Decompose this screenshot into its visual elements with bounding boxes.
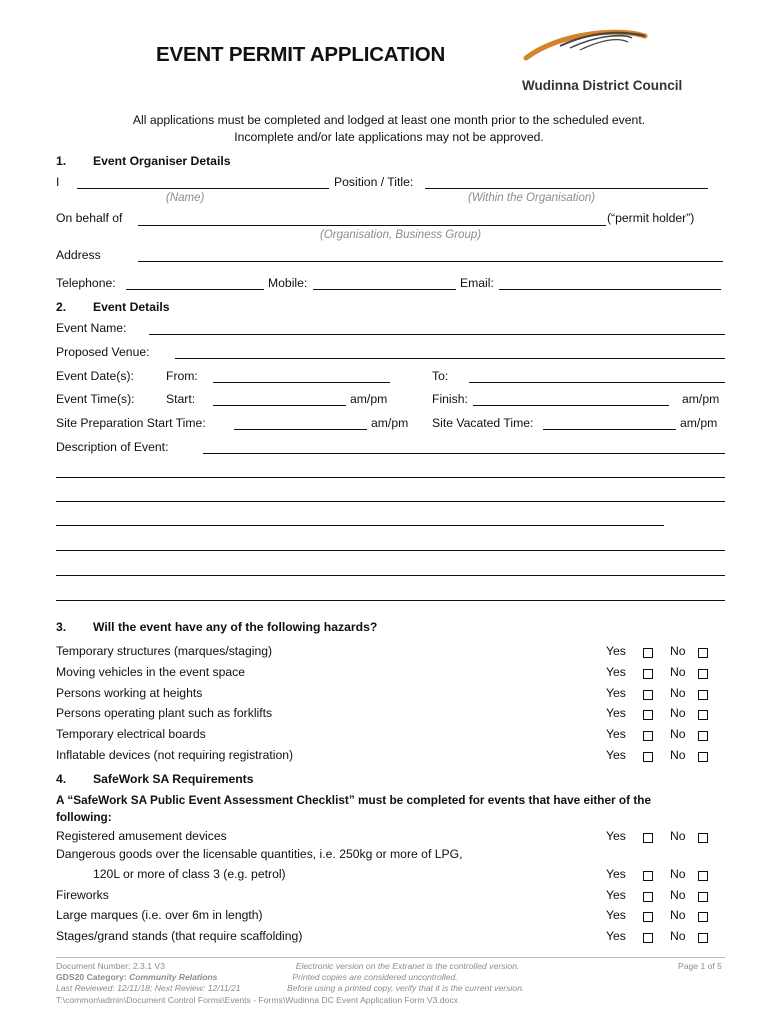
footer-page-number: Page 1 of 5 — [678, 961, 722, 971]
hazard-yes-label: Yes — [606, 727, 626, 741]
intro-line-1: All applications must be completed and lodged at least one month prior to the scheduled event. — [132, 113, 646, 127]
footer-controlled-2: Printed copies are considered uncontrolled. — [292, 972, 458, 982]
safework-yes-checkbox[interactable] — [643, 833, 653, 843]
footer-category-label: GDS20 Category: — [56, 972, 130, 982]
telephone-label: Telephone: — [56, 276, 116, 290]
hazard-no-label: No — [670, 644, 686, 658]
hazard-item-label: Inflatable devices (not requiring registration) — [56, 748, 294, 762]
hazard-no-label: No — [670, 686, 686, 700]
on-behalf-label: On behalf of — [56, 211, 123, 225]
hazard-no-checkbox[interactable] — [698, 648, 708, 658]
event-dates-label: Event Date(s): — [56, 369, 134, 383]
safework-no-checkbox[interactable] — [698, 912, 708, 922]
safework-note-line-1: A “SafeWork SA Public Event Assessment Checklist” must be completed for events that have either of the — [56, 793, 652, 807]
hazard-no-label: No — [670, 727, 686, 741]
venue-label: Proposed Venue: — [56, 345, 150, 359]
safework-no-checkbox[interactable] — [698, 833, 708, 843]
telephone-field[interactable] — [126, 289, 264, 290]
footer-controlled-3: Before using a printed copy, verify that it is the current version. — [287, 983, 525, 993]
site-prep-ampm: am/pm — [371, 416, 409, 430]
position-field[interactable] — [425, 188, 708, 189]
hazard-yes-checkbox[interactable] — [643, 731, 653, 741]
hazard-no-label: No — [670, 706, 686, 720]
date-to-field[interactable] — [469, 382, 725, 383]
position-label: Position / Title: — [334, 175, 414, 189]
safework-yes-checkbox[interactable] — [643, 933, 653, 943]
description-line[interactable] — [56, 477, 725, 478]
footer-category-value: Community Relations — [129, 972, 218, 982]
safework-note-line-2: following: — [56, 810, 112, 824]
logo-text: Wudinna District Council — [522, 78, 683, 93]
large-marques-label: Large marques (i.e. over 6m in length) — [56, 908, 263, 922]
safework-yes-label: Yes — [606, 867, 626, 881]
hazard-yes-checkbox[interactable] — [643, 669, 653, 679]
safework-no-label: No — [670, 929, 686, 943]
footer-divider — [56, 957, 725, 958]
venue-field[interactable] — [175, 358, 725, 359]
safework-no-checkbox[interactable] — [698, 871, 708, 881]
site-prep-field[interactable] — [234, 429, 367, 430]
hazard-item-label: Temporary structures (marques/staging) — [56, 644, 273, 658]
finish-time-field[interactable] — [473, 405, 669, 406]
section-1-number: 1. — [56, 154, 67, 168]
section-2-number: 2. — [56, 300, 67, 314]
stages-label: Stages/grand stands (that require scaffolding) — [56, 929, 303, 943]
description-line[interactable] — [56, 600, 725, 601]
hazard-yes-checkbox[interactable] — [643, 710, 653, 720]
dangerous-goods-label-1: Dangerous goods over the licensable quantities, i.e. 250kg or more of LPG, — [56, 847, 463, 861]
event-name-field[interactable] — [149, 334, 725, 335]
hazard-no-checkbox[interactable] — [698, 731, 708, 741]
footer-controlled-1: Electronic version on the Extranet is the controlled version. — [295, 961, 520, 971]
amusement-devices-label: Registered amusement devices — [56, 829, 227, 843]
hazard-no-checkbox[interactable] — [698, 690, 708, 700]
email-field[interactable] — [499, 289, 721, 290]
dangerous-goods-label-2: 120L or more of class 3 (e.g. petrol) — [93, 867, 286, 881]
site-prep-label: Site Preparation Start Time: — [56, 416, 206, 430]
mobile-label: Mobile: — [268, 276, 308, 290]
safework-no-label: No — [670, 867, 686, 881]
event-name-label: Event Name: — [56, 321, 127, 335]
hazard-no-label: No — [670, 748, 686, 762]
finish-label: Finish: — [432, 392, 468, 406]
hazard-no-checkbox[interactable] — [698, 669, 708, 679]
safework-yes-label: Yes — [606, 829, 626, 843]
safework-no-label: No — [670, 908, 686, 922]
safework-yes-checkbox[interactable] — [643, 892, 653, 902]
safework-yes-checkbox[interactable] — [643, 871, 653, 881]
section-1-heading: Event Organiser Details — [93, 154, 231, 168]
section-3-number: 3. — [56, 620, 67, 634]
section-3-heading: Will the event have any of the following hazards? — [93, 620, 378, 634]
address-field[interactable] — [138, 261, 723, 262]
safework-yes-label: Yes — [606, 908, 626, 922]
within-organisation-hint: (Within the Organisation) — [468, 192, 596, 204]
i-label: I — [56, 175, 60, 189]
section-4-number: 4. — [56, 772, 67, 786]
hazard-yes-label: Yes — [606, 686, 626, 700]
footer-doc-number: Document Number: 2.3.1 V3 — [56, 961, 165, 971]
description-line[interactable] — [56, 550, 725, 551]
hazard-item-label: Moving vehicles in the event space — [56, 665, 246, 679]
description-field[interactable] — [203, 453, 725, 454]
hazard-yes-checkbox[interactable] — [643, 690, 653, 700]
name-hint: (Name) — [166, 192, 205, 204]
email-label: Email: — [460, 276, 494, 290]
hazard-yes-label: Yes — [606, 644, 626, 658]
to-label: To: — [432, 369, 449, 383]
intro-line-2: Incomplete and/or late applications may not be approved. — [234, 130, 544, 144]
description-label: Description of Event: — [56, 440, 169, 454]
safework-yes-label: Yes — [606, 929, 626, 943]
from-label: From: — [166, 369, 198, 383]
hazard-yes-label: Yes — [606, 706, 626, 720]
section-2-heading: Event Details — [93, 300, 170, 314]
logo-arcs-icon — [520, 26, 710, 70]
event-times-label: Event Time(s): — [56, 392, 135, 406]
description-line[interactable] — [56, 575, 725, 576]
start-time-field[interactable] — [213, 405, 346, 406]
hazard-yes-label: Yes — [606, 665, 626, 679]
hazard-item-label: Temporary electrical boards — [56, 727, 206, 741]
start-ampm: am/pm — [350, 392, 388, 406]
safework-no-label: No — [670, 888, 686, 902]
page-title: EVENT PERMIT APPLICATION — [156, 43, 446, 66]
description-line[interactable] — [56, 525, 664, 526]
safework-yes-label: Yes — [606, 888, 626, 902]
section-4-heading: SafeWork SA Requirements — [93, 772, 254, 786]
organisation-field[interactable] — [138, 225, 606, 226]
footer-reviewed: Last Reviewed: 12/11/18; Next Review: 12/11/21 — [56, 983, 241, 993]
safework-no-label: No — [670, 829, 686, 843]
hazard-yes-checkbox[interactable] — [643, 752, 653, 762]
council-logo — [520, 26, 710, 98]
footer-category — [56, 972, 217, 982]
address-label: Address — [56, 248, 101, 262]
site-vacated-label: Site Vacated Time: — [432, 416, 534, 430]
footer-path: T:\common\admin\Document Control Forms\Events - Forms\Wudinna DC Event Application Form V3.docx — [56, 995, 458, 1005]
hazard-yes-label: Yes — [606, 748, 626, 762]
safework-no-checkbox[interactable] — [698, 933, 708, 943]
organiser-name-field[interactable] — [77, 188, 329, 189]
hazard-no-checkbox[interactable] — [698, 752, 708, 762]
date-from-field[interactable] — [213, 382, 390, 383]
hazard-no-label: No — [670, 665, 686, 679]
safework-no-checkbox[interactable] — [698, 892, 708, 902]
site-vacated-field[interactable] — [543, 429, 676, 430]
safework-yes-checkbox[interactable] — [643, 912, 653, 922]
finish-ampm: am/pm — [682, 392, 720, 406]
hazard-yes-checkbox[interactable] — [643, 648, 653, 658]
fireworks-label: Fireworks — [56, 888, 109, 902]
description-line[interactable] — [56, 501, 725, 502]
site-vacated-ampm: am/pm — [680, 416, 718, 430]
hazard-item-label: Persons working at heights — [56, 686, 203, 700]
organisation-hint: (Organisation, Business Group) — [320, 229, 482, 241]
hazard-item-label: Persons operating plant such as forklifts — [56, 706, 273, 720]
mobile-field[interactable] — [313, 289, 456, 290]
permit-holder-label: (“permit holder”) — [607, 211, 695, 225]
start-label: Start: — [166, 392, 196, 406]
hazard-no-checkbox[interactable] — [698, 710, 708, 720]
